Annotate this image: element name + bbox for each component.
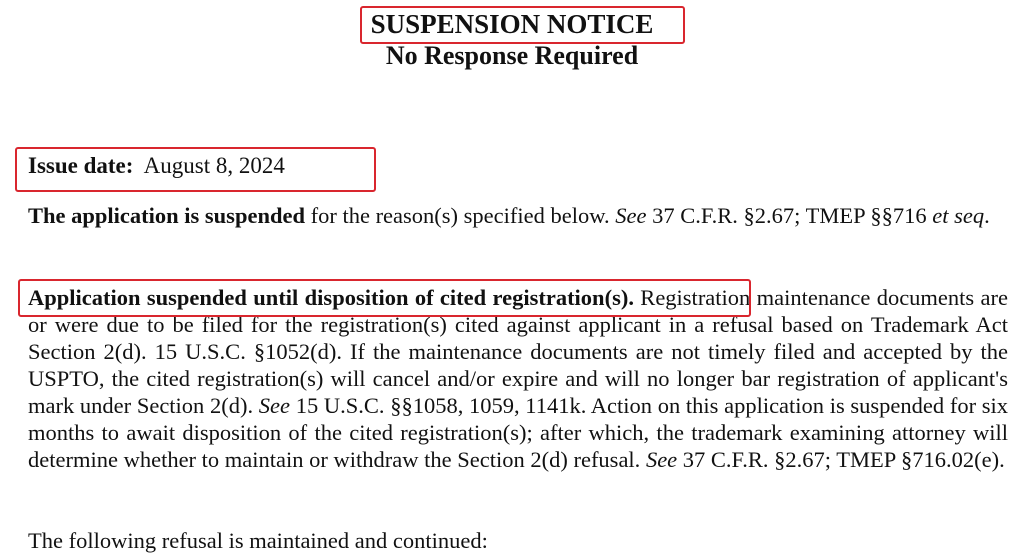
- suspension-paragraph: [28, 202, 1008, 229]
- maintenance-text: Registration maintenance documents are or were due to be filed for the registration(s) cited against applicant in a refusal based on Trademark Act Section 2(d). 15 U.S.C. §1052(d). If the maintenance documents are not timely filed and accepted by the USPTO, the cited registration(s) will cancel and/or expire and will no longer bar registration of applicant's mark under Section 2(d).: [28, 285, 1009, 418]
- see-citation-1: See: [258, 393, 291, 418]
- para1-end: .: [984, 203, 990, 228]
- refusal-paragraph: The following refusal is maintained and continued:: [28, 528, 488, 553]
- disposition-paragraph: [28, 284, 1008, 473]
- disposition-heading: Application suspended until disposition of cited registration(s).: [28, 285, 634, 310]
- issue-date-value: August 8, 2024: [143, 153, 285, 178]
- reason-text: for the reason(s) specified below.: [304, 203, 616, 228]
- see-citation-2: See: [645, 447, 678, 472]
- usc-citation-text: 15 U.S.C. §§1058, 1059, 1141k. Action on this application is suspended for six months to await disposition of the cited registration(s); after which, the trademark examining attorney will determine whether to maintain or withdraw the Section 2(d) refusal.: [28, 393, 1008, 472]
- notice-title: SUSPENSION NOTICE: [370, 9, 654, 39]
- see-citation: See: [615, 203, 647, 228]
- suspended-heading: The application is suspended: [28, 203, 305, 228]
- tmep-citation: 37 C.F.R. §2.67; TMEP §716.02(e).: [677, 447, 1005, 472]
- notice-subtitle: No Response Required: [385, 41, 639, 70]
- et-seq: et seq: [932, 203, 985, 228]
- issue-date: [28, 151, 285, 181]
- cfr-citation: 37 C.F.R. §2.67; TMEP §§716: [646, 203, 933, 228]
- issue-date-label: Issue date:: [28, 153, 134, 178]
